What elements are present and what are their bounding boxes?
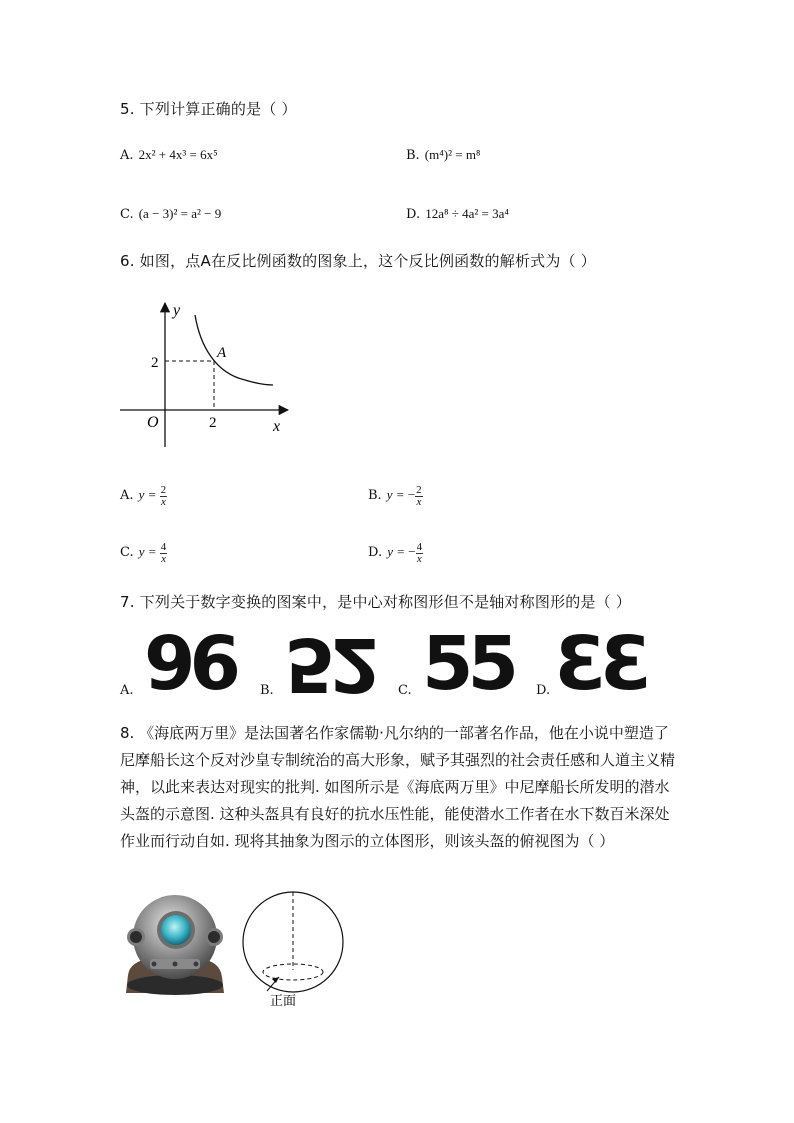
point-a-label: A	[217, 345, 227, 361]
y-tick-label: 2	[151, 355, 159, 371]
option-label: B.	[406, 148, 420, 163]
digit-pattern: 33	[560, 621, 651, 707]
y-axis-label: y	[173, 302, 181, 319]
q6-option-b[interactable]	[368, 484, 423, 508]
option-lhs: y =	[138, 544, 157, 559]
diving-helmet-photo	[120, 885, 230, 1003]
fraction-denominator: x	[416, 552, 422, 565]
option-expr: 2x² + 4x³ = 6x⁵	[138, 147, 218, 162]
q5-option-b[interactable]	[406, 144, 480, 163]
q6-option-d[interactable]	[368, 541, 423, 565]
option-label: D.	[406, 207, 421, 222]
origin-label: O	[147, 414, 159, 431]
option-lhs: y =	[138, 487, 157, 502]
question-7-stem: 7. 下列关于数字变换的图案中，是中心对称图形但不是轴对称图形的是（ ）	[120, 593, 632, 611]
option-label: D.	[368, 545, 383, 560]
option-label: C.	[120, 207, 134, 222]
q5-option-d[interactable]	[406, 203, 509, 222]
fraction-numerator: 2	[160, 483, 167, 496]
fraction-denominator: x	[161, 552, 166, 565]
option-label: C.	[398, 683, 412, 698]
q6-option-a[interactable]	[120, 484, 167, 508]
option-label: A.	[120, 683, 134, 698]
fraction-numerator: 4	[416, 540, 423, 553]
option-label: A.	[120, 488, 134, 503]
option-lhs: y =	[387, 544, 405, 559]
fraction-numerator: 4	[160, 540, 167, 553]
front-view-label: 正面	[270, 994, 297, 1009]
q6-option-c[interactable]	[120, 541, 167, 565]
option-expr: (a − 3)² = a² − 9	[138, 206, 222, 221]
option-expr: (m⁴)² = m⁸	[424, 147, 481, 162]
q7-option-b[interactable]	[260, 621, 380, 707]
option-label: A.	[120, 148, 134, 163]
option-label: C.	[120, 545, 134, 560]
question-8-stem: 8. 《海底两万里》是法国著名作家儒勒·凡尔纳的一部著名作品，他在小说中塑造了尼摩船长这个反对沙皇专制统治的高大形象，赋予其强烈的社会责任感和人道主义精神，以此来表达对现实的批判. 如图所示是《海底两万里》中尼摩船长所发明的潜水头盔的示意图. 这种头盔具有良好的抗水压性能，能使潜水工作者在水下数百米深处作业而行动自如. 现将其抽象为图示的立体图形，则该头盔的俯视图为（ ）	[120, 724, 676, 850]
question-5-stem: 5. 下列计算正确的是（ ）	[120, 100, 297, 118]
inverse-function-graph	[115, 295, 300, 450]
digit-pattern: 52	[284, 621, 375, 707]
option-label: D.	[536, 683, 551, 698]
option-expr: 12a⁸ ÷ 4a² = 3a⁴	[425, 206, 509, 221]
option-sign: −	[407, 487, 416, 502]
base-ellipse	[263, 964, 323, 980]
fraction-denominator: x	[416, 495, 422, 508]
digit-pattern: 96	[144, 621, 235, 707]
option-label: B.	[368, 488, 382, 503]
x-tick-label: 2	[209, 415, 217, 431]
x-axis-label: x	[273, 418, 281, 435]
question-6-stem: 6. 如图，点A在反比例函数的图象上，这个反比例函数的解析式为（ ）	[120, 252, 596, 270]
q7-option-d[interactable]	[536, 621, 656, 707]
option-sign: −	[408, 544, 416, 559]
hyperbola-curve	[195, 315, 273, 385]
q5-option-c[interactable]	[120, 203, 221, 222]
option-lhs: y =	[386, 487, 405, 502]
digit-pattern: 55	[422, 621, 513, 707]
q7-option-a[interactable]	[120, 621, 250, 707]
helmet-solid-diagram	[235, 885, 350, 1015]
option-label: B.	[260, 683, 274, 698]
q5-option-a[interactable]	[120, 144, 218, 163]
q7-option-c[interactable]	[398, 621, 518, 707]
fraction-denominator: x	[160, 495, 166, 508]
fraction-numerator: 2	[416, 483, 422, 496]
